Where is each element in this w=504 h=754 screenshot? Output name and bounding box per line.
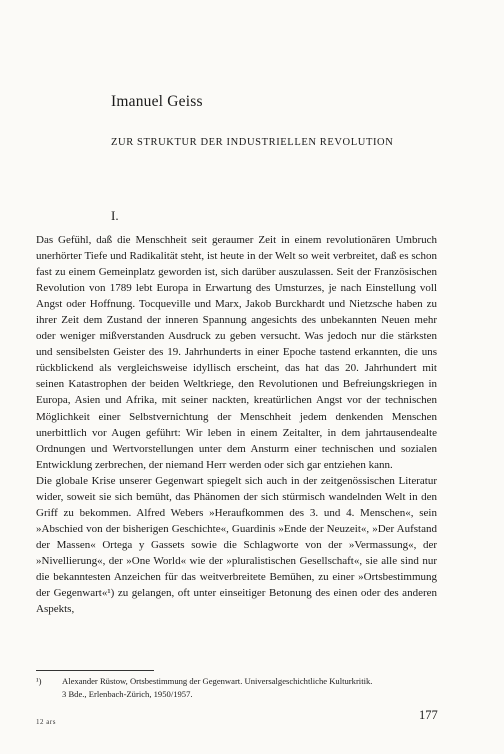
page-number: 177 bbox=[419, 708, 438, 722]
footnote-divider bbox=[36, 670, 154, 671]
chapter-title: ZUR STRUKTUR DER INDUSTRIELLEN REVOLUTION bbox=[111, 137, 394, 148]
footnote-marker: ¹) bbox=[36, 676, 42, 686]
footnote bbox=[36, 675, 441, 701]
body-text bbox=[36, 232, 437, 617]
author-name: Imanuel Geiss bbox=[111, 93, 203, 110]
section-number: I. bbox=[111, 208, 119, 223]
paragraph-2: Die globale Krise unserer Gegenwart spiegelt sich auch in der zeitgenössischen Literatur wider, soweit sie sich bemüht, das Phänomen der sich stürmisch wandelnden Welt in den Griff zu bekommen. Alfred Webers »Heraufkommen des 3. und 4. Menschen«, sein »Abschied von der bisherigen Geschichte«, Guardinis »Ende der Neuzeit«, »Der Aufstand der Massen« Ortega y Gassets sowie die Schlagworte von der »Vermassung«, der »Nivellierung«, der »One World« wie der »pluralistischen Gesellschaft«, sie alle sind nur die bekanntesten Anzeichen für das weitverbreitete Bemühen, zu einer »Ortsbestimmung der Gegenwart«¹) zu gelangen, oft unter einseitiger Betonung des einen oder des anderen Aspekts, bbox=[36, 474, 437, 616]
printer-signature: 12 ars bbox=[36, 718, 56, 726]
footnote-text-line-1: Alexander Rüstow, Ortsbestimmung der Gegenwart. Universalgeschichtliche Kulturkritik. bbox=[62, 676, 373, 686]
footnote-text-line-2: 3 Bde., Erlenbach-Zürich, 1950/1957. bbox=[62, 689, 193, 699]
paragraph-1: Das Gefühl, daß die Menschheit seit geraumer Zeit in einem revolutionären Umbruch unerhörter Tiefe und Radikalität steht, ist heute in der Welt so weit verbreitet, daß es schon fast zu einem Gemeinplatz geworden ist, sich darüber auszulassen. Seit der Französischen Revolution von 1789 lebt Europa in Erwartung des Umsturzes, je nach Einstellung voll Angst oder Hoffnung. Tocqueville und Marx, Jakob Burckhardt und Nietzsche haben zu ihrer Zeit dem Zustand der inneren Spannung angesichts des unbekannten Neuen mehr oder weniger mißverstanden Ausdruck zu geben versucht. Was jedoch nur die stärksten und sensibelsten Geister des 19. Jahrhunderts in einer Epoche tastend erkannten, die uns rückblickend als vergleichsweise idyllisch erscheint, das hat das 20. Jahrhundert mit seinen Katastrophen der beiden Weltkriege, den Revolutionen und Befreiungskriegen in Europa, Asien und Afrika, mit seiner nackten, kreatürlichen Angst vor der technischen Möglichkeit einer Selbstvernichtung der Menschheit jedem denkenden Menschen unerbittlich vor Augen geführt: Wir leben in einem Zeitalter, in dem jahrtausendealte Ordnungen und Wertvorstellungen unter dem Ansturm einer technischen und sozialen Entwicklung zerbrechen, der niemand Herr werden oder sich gar entziehen kann. bbox=[36, 234, 437, 471]
